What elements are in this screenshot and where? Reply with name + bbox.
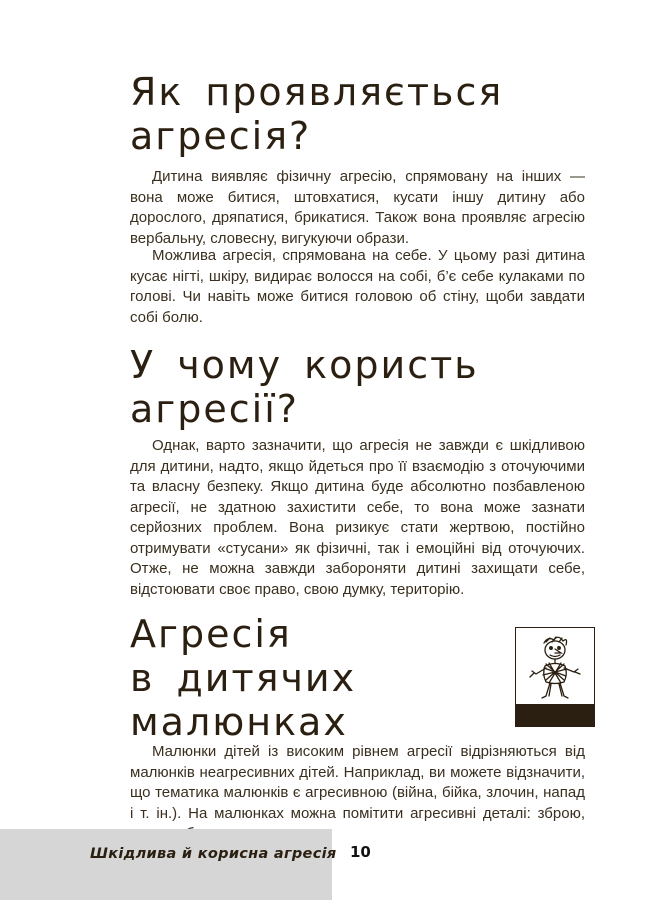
section-heading-aggression-benefit xyxy=(130,343,479,431)
paragraph: Дитина виявляє фізичну агресію, спрямовану на інших — вона може битися, штовхатися, кусати іншу дитину або дорослого, дряпатися, брикатися. Також вона проявляє агресію вербальну, словесну, вигукуючи образи. xyxy=(130,168,585,247)
paragraph: Малюнки дітей із високим рівнем агресії відрізняються від малюнків неагресивних дітей. Наприклад, ви можете відзначити, що тематика малюнків є агресивною (війна, бійка, злочин, напад і т. ін.). На малюнках можна помітити агресивні деталі: зброю, xyxy=(130,743,585,822)
heading-line: малюнках xyxy=(130,700,348,744)
heading-line: Агресія xyxy=(130,612,292,656)
paragraph: Однак, варто зазначити, що агресія не завжди є шкідливою для дитини, надто, якщо йдеться про її взаємодію з оточуючими та власну безпеку. Якщо дитина буде абсолютно позбавленою агресії, не здатною захистити себе, то вона може зазнати серйозних проблем. Вона ризикує стати жертвою, постійно отримувати «стусани» як фізичні, так і емоційні від оточуючих. Отже, не можна завжди забороняти дитині захищати себе, відстоювати своє право, свою думку, територію. xyxy=(130,437,585,598)
child-drawing-scribbled-figure-icon xyxy=(515,627,595,727)
page-number: 10 xyxy=(350,843,371,861)
heading-line: У чому користь xyxy=(130,343,479,387)
footer-chapter-title: Шкідлива й корисна агресія xyxy=(90,846,337,862)
heading-line: в дитячих xyxy=(130,656,357,700)
heading-line: агресія? xyxy=(130,114,312,158)
section-heading-aggression-in-drawings xyxy=(130,612,356,744)
footer-panel xyxy=(0,829,332,900)
paragraph: Можлива агресія, спрямована на себе. У цьому разі дитина кусає нігті, шкіру, видирає волосся на собі, б’є себе кулаками по голові. Чи навіть може битися головою об стіну, щоби завдати собі болю. xyxy=(130,247,585,326)
scribbled-figure-icon xyxy=(516,628,593,703)
drawing-ground-band xyxy=(516,704,594,726)
heading-line: агресії? xyxy=(130,387,299,431)
heading-line: Як проявляється xyxy=(130,70,504,114)
section-heading-aggression-manifestation xyxy=(130,70,503,158)
